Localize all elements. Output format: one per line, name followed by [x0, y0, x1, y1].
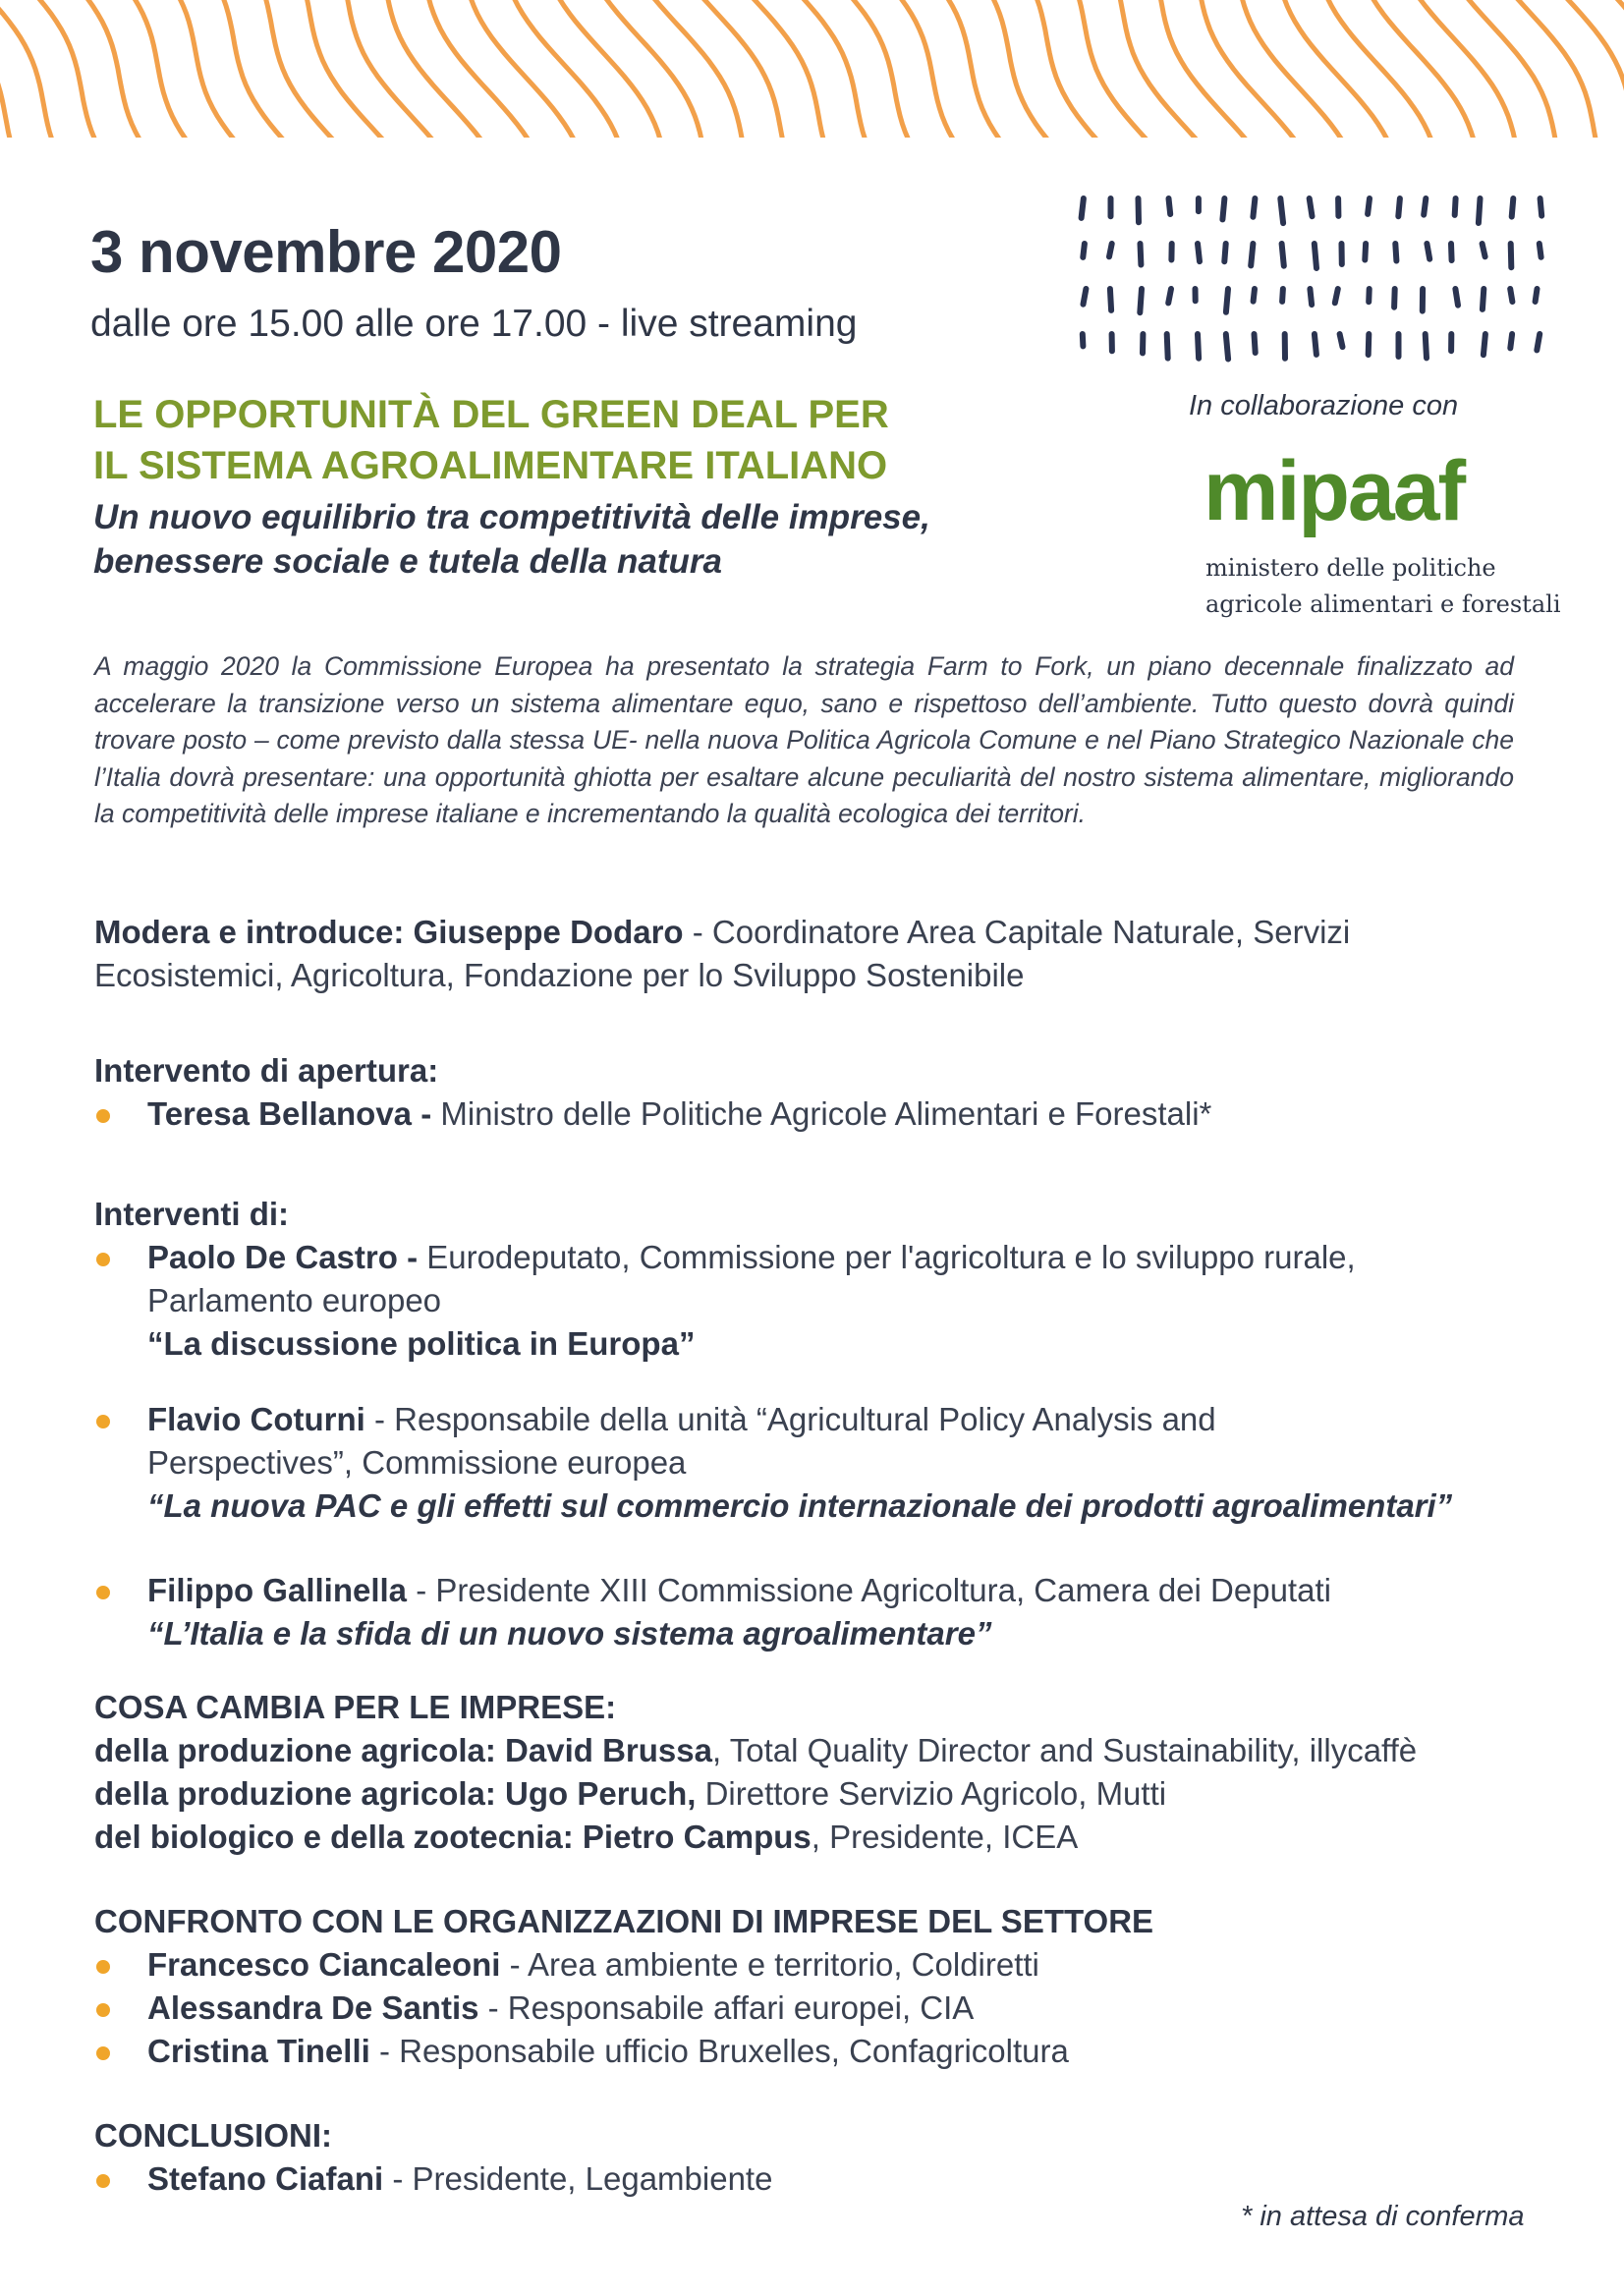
pattern-tick [1226, 334, 1228, 360]
wave-line [935, 0, 1005, 138]
speaker-role: - Area ambiente e territorio, Coldiretti [500, 1946, 1039, 1983]
pattern-tick [1255, 334, 1256, 353]
business-row [94, 1772, 1568, 1816]
business-role: Direttore Servizio Agricolo, Mutti [696, 1775, 1167, 1812]
business-role: , Total Quality Director and Sustainability, illycaffè [711, 1732, 1418, 1768]
pattern-tick [1280, 198, 1283, 223]
intro-paragraph: A maggio 2020 la Commissione Europea ha presentato la strategia Farm to Fork, un piano decennale finalizzato ad accelerare la transizione verso un sistema alimentare equo, sano e rispettoso dell’ambiente. Tutto questo dovrà quindi trovare posto – come previsto dalla stessa UE- nella nuova Politica Agricola Comune e nel Piano Strategico Nazionale che l’Italia dovrà presentare: una opportunità ghiotta per esaltare alcune peculiarità del nostro sistema alimentare, migliorando la competitività delle imprese italiane e incrementando la qualità ecologica dei territori. [94, 651, 1514, 828]
moderator-name: Modera e introduce: Giuseppe Dodaro [94, 914, 684, 950]
pattern-tick [1369, 334, 1370, 355]
wave-line [845, 0, 913, 138]
pattern-tick [1310, 289, 1312, 305]
ministry-name [1205, 550, 1561, 623]
pattern-tick [1426, 334, 1427, 358]
speaker-role-cont: Perspectives”, Commissione europea [147, 1444, 687, 1481]
speakers-heading: Interventi di: [94, 1196, 290, 1232]
event-subtitle [93, 495, 930, 584]
pattern-tick [1479, 198, 1481, 223]
speaker-item [94, 2157, 1568, 2201]
pattern-tick [1394, 289, 1395, 308]
wave-line [31, 0, 99, 138]
organizations-section [94, 1900, 1568, 2073]
pattern-tick [1168, 289, 1171, 303]
footnote: * in attesa di conferma [1241, 2201, 1525, 2232]
pattern-tick [1254, 289, 1255, 302]
business-role: , Presidente, ICEA [811, 1819, 1079, 1855]
speaker-role: - Responsabile ufficio Bruxelles, Confagricoltura [369, 2033, 1069, 2069]
pattern-tick [1369, 289, 1370, 302]
wave-line [122, 0, 192, 138]
pattern-tick [1483, 244, 1485, 256]
speaker-role-cont: Parlamento europeo [147, 1282, 442, 1318]
speaker-name: Alessandra De Santis [147, 1989, 479, 2026]
pattern-tick [1368, 198, 1370, 214]
bullet-icon [96, 2174, 110, 2188]
speaker-name: Paolo De Castro - [147, 1239, 419, 1275]
speaker-name: Stefano Ciafani [147, 2160, 384, 2197]
pattern-tick [1167, 334, 1168, 359]
moderator-section [94, 911, 1568, 997]
pattern-tick [1169, 198, 1171, 214]
business-speaker: della produzione agricola: David Brussa [94, 1732, 712, 1768]
pattern-tick [1315, 334, 1316, 355]
pattern-tick [1226, 289, 1228, 312]
wave-line [0, 0, 55, 138]
ministry-line: ministero delle politiche [1205, 554, 1496, 582]
bullet-icon [96, 1109, 110, 1123]
speaker-item [94, 1236, 1568, 1366]
pattern-tick [1282, 289, 1283, 302]
speaker-name: Francesco Ciancaleoni [147, 1946, 501, 1983]
moderator-role-cont: Ecosistemici, Agricoltura, Fondazione per lo Sviluppo Sostenibile [94, 957, 1025, 993]
pattern-tick [1395, 244, 1396, 261]
bullet-icon [96, 1586, 110, 1599]
event-time: dalle ore 15.00 alle ore 17.00 - live streaming [90, 303, 858, 345]
pattern-tick [1536, 289, 1538, 302]
wave-line [212, 0, 290, 138]
speaker-role: - Responsabile affari europei, CIA [478, 1989, 975, 2026]
organizations-heading: CONFRONTO CON LE ORGANIZZAZIONI DI IMPRESE DEL SETTORE [94, 1903, 1154, 1939]
wave-line [1026, 0, 1104, 138]
speaker-role: - Presidente XIII Commissione Agricoltura, Camera dei Deputati [407, 1572, 1331, 1608]
moderator-role: - Coordinatore Area Capitale Naturale, Servizi [683, 914, 1351, 950]
speaker-name: Filippo Gallinella [147, 1572, 408, 1608]
bullet-icon [96, 1415, 110, 1428]
wave-line [746, 0, 825, 138]
ministry-line: agricole alimentari e forestali [1205, 590, 1561, 618]
speaker-name: Teresa Bellanova - [147, 1095, 432, 1132]
bullet-icon [96, 2046, 110, 2060]
bullet-icon [96, 1253, 110, 1266]
subtitle-line: Un nuovo equilibrio tra competitività delle imprese, [93, 498, 930, 536]
business-speaker: del biologico e della zootecnia: Pietro Campus [94, 1819, 812, 1855]
speaker-item [94, 1569, 1568, 1655]
pattern-tick [1109, 244, 1112, 256]
pattern-tick [1139, 198, 1140, 222]
talk-title: “La nuova PAC e gli effetti sul commercio internazionale dei prodotti agroalimentari” [147, 1487, 1453, 1524]
conclusions-section [94, 2114, 1568, 2201]
pattern-tick [1540, 244, 1541, 257]
opening-heading: Intervento di apertura: [94, 1052, 439, 1089]
pattern-tick [1224, 244, 1225, 261]
event-title [93, 389, 889, 491]
speaker-item [94, 1092, 1568, 1136]
talk-title: “L’Italia e la sfida di un nuovo sistema agroalimentare” [147, 1615, 992, 1652]
wave-line [469, 0, 578, 138]
subtitle-line: benessere sociale e tutela della natura [93, 542, 723, 581]
title-line: IL SISTEMA AGROALIMENTARE ITALIANO [93, 444, 888, 487]
pattern-tick [1398, 198, 1400, 216]
speaker-role: Eurodeputato, Commissione per l'agricoltura e lo sviluppo rurale, [418, 1239, 1356, 1275]
business-heading: COSA CAMBIA PER LE IMPRESE: [94, 1689, 617, 1725]
pattern-tick [1484, 334, 1485, 355]
speaker-role: - Responsabile della unità “Agricultural Policy Analysis and [364, 1401, 1216, 1437]
organization-item [94, 1943, 1568, 1987]
bullet-icon [96, 2003, 110, 2017]
pattern-tick [1540, 198, 1542, 216]
pattern-tick [1282, 244, 1284, 266]
title-line: LE OPPORTUNITÀ DEL GREEN DEAL PER [93, 393, 889, 436]
speaker-name: Flavio Coturni [147, 1401, 365, 1437]
pattern-tick [1365, 244, 1366, 260]
pattern-tick [1251, 244, 1253, 265]
business-speaker: della produzione agricola: Ugo Peruch, [94, 1775, 697, 1812]
opening-section [94, 1049, 1568, 1136]
bullet-icon [96, 1960, 110, 1974]
pattern-tick [1483, 289, 1484, 309]
pattern-tick [1198, 334, 1199, 359]
pattern-tick [1083, 244, 1085, 257]
pattern-tick [1198, 244, 1200, 261]
pattern-tick [1335, 289, 1338, 303]
pattern-tick [1424, 198, 1426, 215]
pattern-tick [1510, 289, 1512, 302]
business-section [94, 1686, 1568, 1859]
pattern-tick [1222, 198, 1224, 219]
pattern-tick [1084, 289, 1087, 305]
organization-item [94, 2030, 1568, 2073]
pattern-tick [1510, 334, 1512, 348]
mipaaf-logo: mipaaf [1204, 444, 1465, 538]
organization-item [94, 1987, 1568, 2030]
pattern-tick [1141, 244, 1142, 265]
pattern-tick [1512, 198, 1514, 217]
business-row [94, 1816, 1568, 1859]
pattern-tick [1455, 198, 1456, 215]
pattern-tick [1455, 289, 1458, 306]
pattern-tick [1083, 334, 1084, 346]
wave-line [1324, 0, 1434, 138]
speaker-name: Cristina Tinelli [147, 2033, 370, 2069]
speaker-item [94, 1398, 1568, 1528]
pattern-tick [1451, 244, 1452, 260]
pattern-tick [1427, 244, 1429, 259]
pattern-tick [1315, 244, 1316, 268]
pattern-tick [1082, 198, 1084, 218]
pattern-tick [1310, 198, 1313, 216]
pattern-tick [1511, 244, 1512, 267]
collaboration-label: In collaborazione con [1189, 390, 1459, 421]
speakers-section [94, 1193, 1568, 1655]
pattern-tick [1140, 289, 1142, 312]
pattern-tick [1110, 289, 1111, 310]
pattern-tick [1537, 334, 1540, 350]
pattern-tick [1340, 334, 1343, 347]
pattern-tick [1253, 198, 1255, 217]
talk-title: “La discussione politica in Europa” [147, 1325, 696, 1362]
event-date: 3 novembre 2020 [90, 219, 562, 285]
wave-line [511, 0, 621, 138]
wave-line [1281, 0, 1391, 138]
wave-decoration [0, 0, 1624, 138]
business-row [94, 1729, 1568, 1772]
conclusions-heading: CONCLUSIONI: [94, 2117, 332, 2154]
speaker-role: - Presidente, Legambiente [383, 2160, 773, 2197]
speaker-role: Ministro delle Politiche Agricole Alimentari e Forestali* [431, 1095, 1212, 1132]
dots-pattern-logo [1071, 187, 1562, 373]
